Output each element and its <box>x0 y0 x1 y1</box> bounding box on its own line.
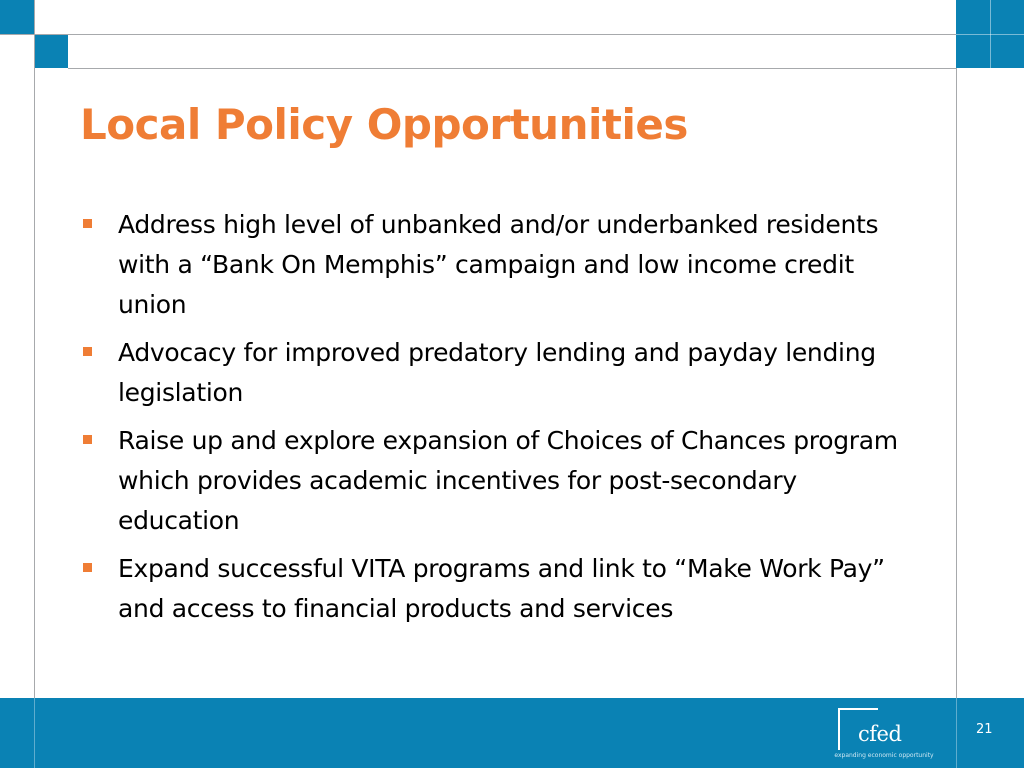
page-number: 21 <box>976 722 993 737</box>
bullet-text: Address high level of unbanked and/or underbanked residents with a “Bank On Memphis” campaign and low income credit union <box>118 210 879 319</box>
square-bullet-icon <box>83 347 92 356</box>
bullet-text: Raise up and explore expansion of Choices of Chances program which provides academic incentives for post-secondary education <box>118 426 898 535</box>
corner-square-top-left <box>0 0 34 34</box>
square-bullet-icon <box>83 219 92 228</box>
bullet-list <box>83 205 923 637</box>
bullet-item <box>83 333 923 413</box>
footer-divider-right <box>956 698 957 768</box>
frame-line-top-2 <box>68 68 956 69</box>
bullet-text: Expand successful VITA programs and link to “Make Work Pay” and access to financial products and services <box>118 554 885 623</box>
cfed-logo <box>824 704 944 764</box>
square-bullet-icon <box>83 563 92 572</box>
footer-divider-left <box>34 698 35 768</box>
frame-line-left <box>34 0 35 698</box>
bullet-text: Advocacy for improved predatory lending and payday lending legislation <box>118 338 876 407</box>
square-bullet-icon <box>83 435 92 444</box>
slide-title: Local Policy Opportunities <box>80 100 688 149</box>
bullet-item <box>83 421 923 541</box>
corner-square-top-left-inner <box>34 34 68 68</box>
corner-square-grid-line-v <box>990 0 991 68</box>
frame-line-top <box>0 34 956 35</box>
logo-text: cfed <box>858 722 902 746</box>
logo-tagline: expanding economic opportunity <box>834 752 934 759</box>
bullet-item <box>83 549 923 629</box>
frame-line-right <box>956 68 957 698</box>
bullet-item <box>83 205 923 325</box>
